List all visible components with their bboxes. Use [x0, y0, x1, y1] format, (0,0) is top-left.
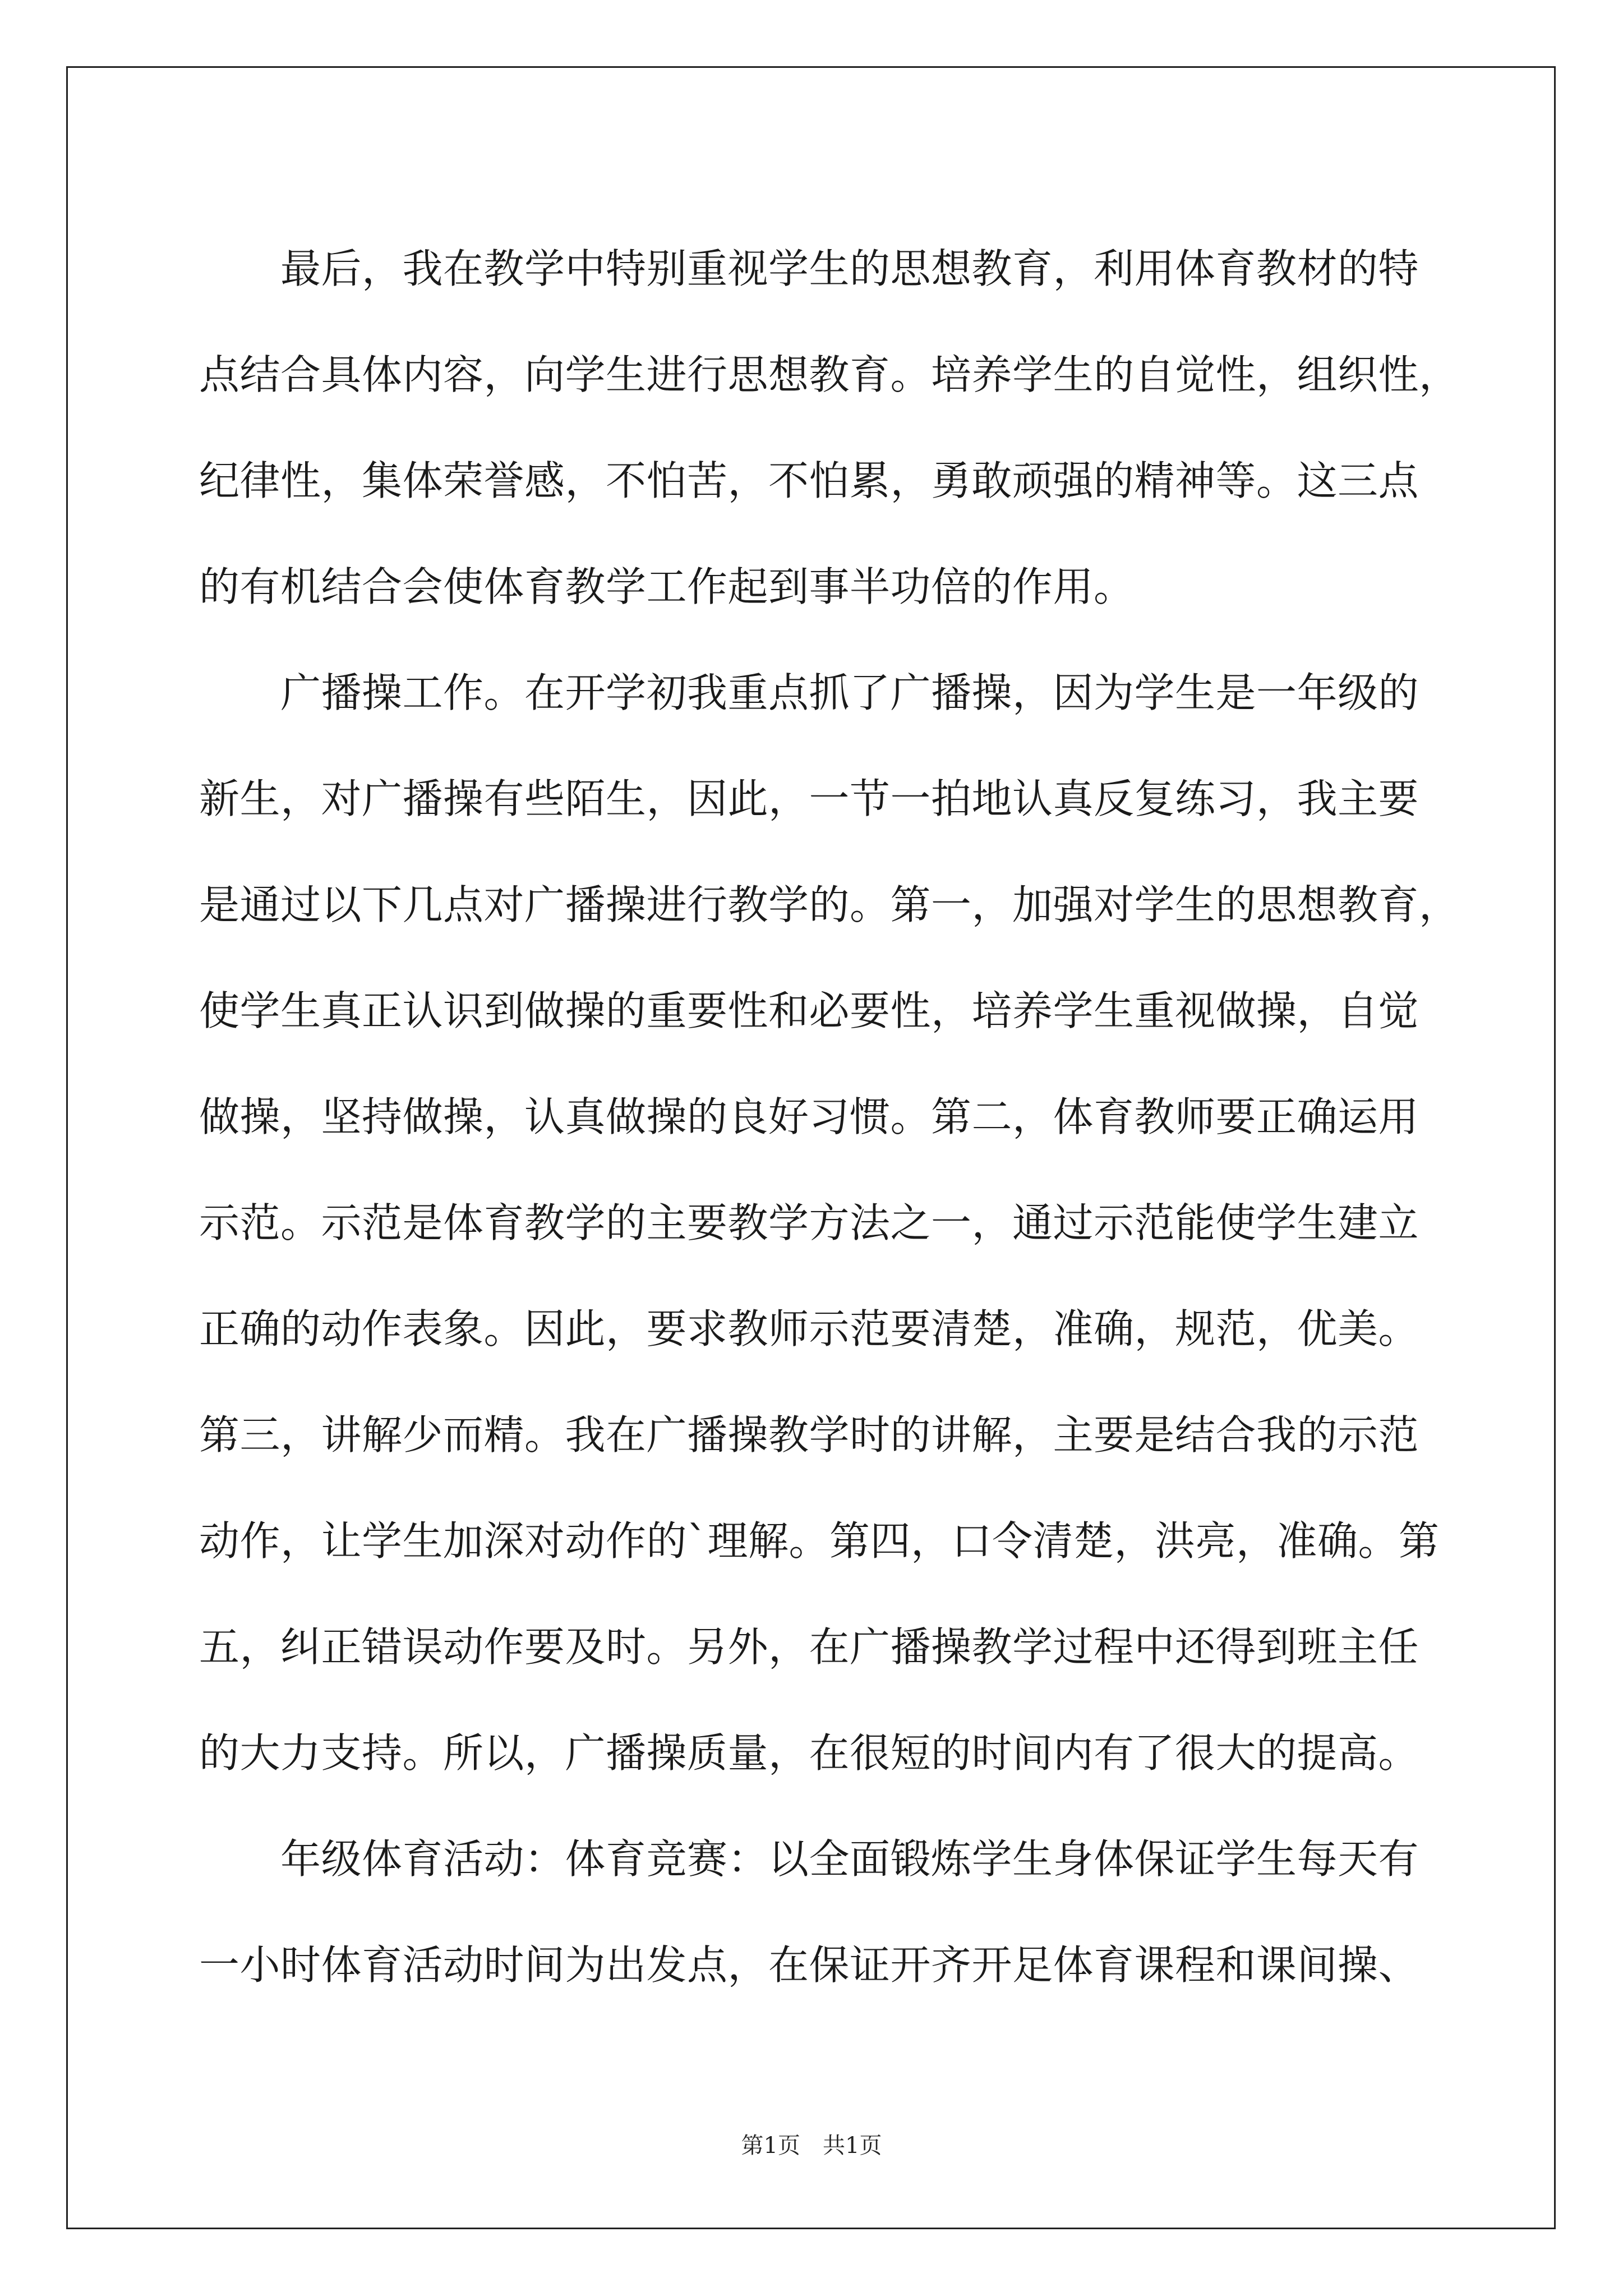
text-line: 一小时体育活动时间为出发点，在保证开齐开足体育课程和课间操、 [199, 1941, 1419, 1989]
text-line: 正确的动作表象。因此，要求教师示范要清楚，准确，规范，优美。 [199, 1305, 1419, 1352]
text-line: 的有机结合会使体育教学工作起到事半功倍的作用。 [199, 563, 1135, 610]
text-line: 的大力支持。所以，广播操质量，在很短的时间内有了很大的提高。 [199, 1729, 1419, 1777]
text-line: 使学生真正认识到做操的重要性和必要性，培养学生重视做操，自觉 [199, 987, 1419, 1034]
text-line: 做操，坚持做操，认真做操的良好习惯。第二，体育教师要正确运用 [199, 1093, 1419, 1140]
text-line: 点结合具体内容，向学生进行思想教育。培养学生的自觉性，组织性， [199, 351, 1460, 398]
text-line: 示范。示范是体育教学的主要教学方法之一，通过示范能使学生建立 [199, 1199, 1419, 1246]
text-line: 是通过以下几点对广播操进行教学的。第一，加强对学生的思想教育， [199, 881, 1460, 928]
text-line: 第三，讲解少而精。我在广播操教学时的讲解，主要是结合我的示范 [199, 1411, 1419, 1458]
text-line: 年级体育活动：体育竞赛：以全面锻炼学生身体保证学生每天有 [280, 1835, 1419, 1883]
page-number-footer: 第1页 共1页 [741, 2133, 882, 2159]
document-body [199, 216, 1460, 2018]
text-line: 新生，对广播操有些陌生，因此，一节一拍地认真反复练习，我主要 [199, 775, 1419, 822]
text-line: 五，纠正错误动作要及时。另外，在广播操教学过程中还得到班主任 [199, 1623, 1419, 1671]
text-line: 动作，让学生加深对动作的`理解。第四，口令清楚，洪亮，准确。第 [199, 1517, 1440, 1565]
text-line: 最后，我在教学中特别重视学生的思想教育，利用体育教材的特 [280, 245, 1419, 292]
text-line: 广播操工作。在开学初我重点抓了广播操，因为学生是一年级的 [280, 669, 1419, 716]
text-line: 纪律性，集体荣誉感，不怕苦，不怕累，勇敢顽强的精神等。这三点 [199, 457, 1419, 504]
